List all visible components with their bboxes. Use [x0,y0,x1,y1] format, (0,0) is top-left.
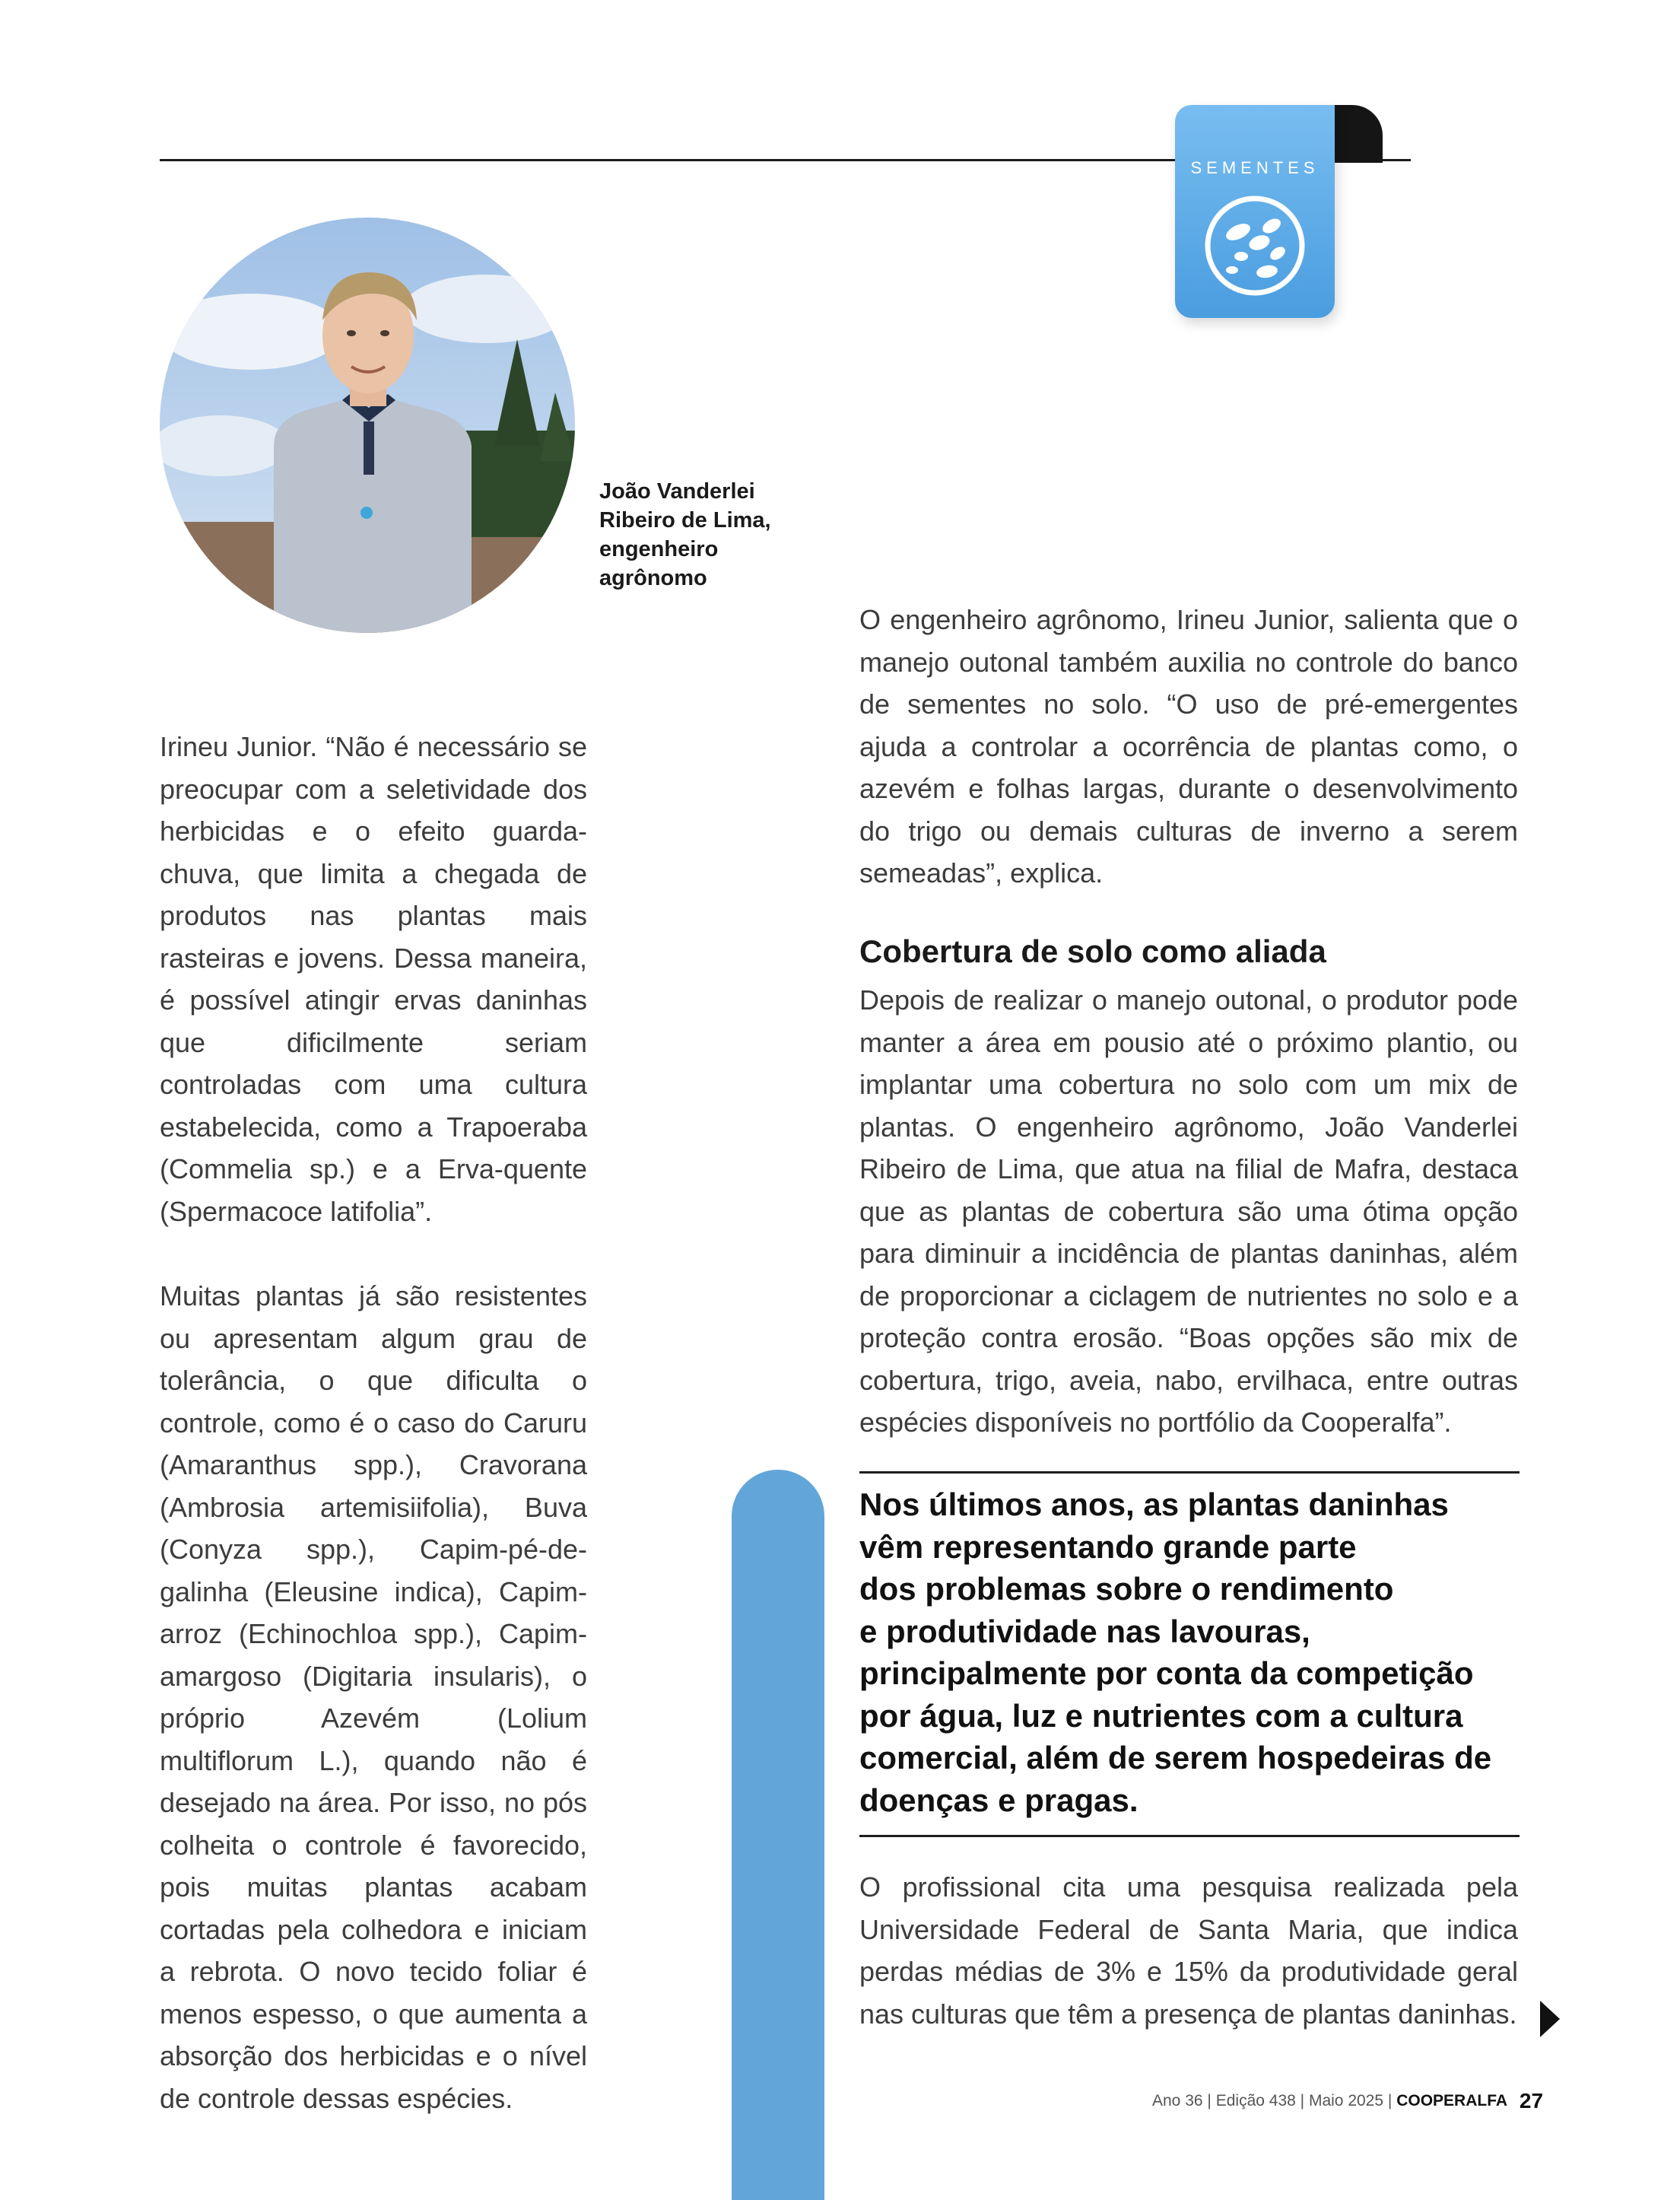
portrait-illustration [160,218,575,633]
arrow-right-icon[interactable] [1540,2001,1560,2037]
left-paragraph-1: Irineu Junior. “Não é necessário se preocupar com a seletividade dos herbicidas e o efeito guarda-chuva, que limita a chegada de produtos nas plantas mais rasteiras e jovens. Dessa maneira, é possível atingir ervas daninhas que dificilmente seriam controladas com uma cultura estabelecida, como a Trapoeraba (Commelia sp.) e a Erva-quente (Spermacoce latifolia”. [160,731,587,1227]
right-paragraph-3: O profissional cita uma pesquisa realizada pela Universidade Federal de Santa Maria, que indica perdas médias de 3% e 15% da produtividade geral nas culturas que têm a presença de plantas daninhas. [859,1871,1518,2030]
pull-quote-line: dos problemas sobre o rendimento [859,1571,1394,1607]
right-column-closing [859,1866,1518,2035]
pull-quote-line: principalmente por conta da competição [859,1655,1474,1691]
caption-line: engenheiro [599,537,719,561]
pull-quote-line: vêm representando grande parte [859,1528,1357,1565]
pull-quote [859,1483,1518,1821]
section-tag [1175,105,1335,318]
right-column-intro [859,599,1518,895]
left-column [160,726,587,2119]
pull-quote-bottom-rule [859,1835,1520,1837]
right-paragraph-1: O engenheiro agrônomo, Irineu Junior, salienta que o manejo outonal também auxilia no controle do banco de sementes no solo. “O uso de pré-emergentes ajuda a controlar a ocorrência de plantas como, o azevém e folhas largas, durante o desenvolvimento do trigo ou demais culturas de inverno a serem semeadas”, explica. [859,604,1518,889]
footer-edition: Edição 438 [1215,2092,1296,2109]
footer-separator: | [1300,2092,1305,2109]
footer-date: Maio 2025 [1308,2092,1384,2109]
page-footer [1152,2089,1559,2115]
caption-line: agrônomo [599,566,707,590]
footer-year: Ano 36 [1152,2092,1203,2109]
pull-quote-line: comercial, além de serem hospedeiras de [859,1740,1492,1776]
page-number: 27 [1519,2089,1544,2113]
right-column-body [859,979,1518,1444]
footer-separator: | [1207,2092,1212,2109]
pull-quote-line: doenças e pragas. [859,1782,1139,1818]
pull-quote-line: por água, luz e nutrientes com a cultura [859,1697,1463,1734]
decorative-blue-bar [732,1470,824,2200]
tag-ribbon-curl [1331,105,1383,163]
footer-brand: COOPERALFA [1396,2092,1508,2109]
pull-quote-top-rule [859,1471,1520,1474]
section-heading: Cobertura de solo como aliada [859,933,1326,969]
left-paragraph-2: Muitas plantas já são resistentes ou apresentam algum grau de tolerância, o que dificulta o controle, como é o caso do Caruru (Amaranthus spp.), Cravorana (Ambrosia artemisiifolia), Buva (Conyza spp.), Capim-pé-de-galinha (Eleusine indica), Capim-arroz (Echinochloa spp.), Capim-amargoso (Digitaria insularis), o próprio Azevém (Lolium multiflorum L.), quando não é desejado na área. Por isso, no pós colheita o controle é favorecido, pois muitas plantas acabam cortadas pela colhedora e iniciam a rebrota. O novo tecido foliar é menos espesso, o que aumenta a absorção dos herbicidas e o nível de controle dessas espécies. [160,1280,587,2114]
right-paragraph-2: Depois de realizar o manejo outonal, o produtor pode manter a área em pousio até o próximo plantio, ou implantar uma cobertura no solo com um mix de plantas. O engenheiro agrônomo, João Vanderlei Ribeiro de Lima, que atua na filial de Mafra, destaca que as plantas de cobertura são uma ótima opção para diminuir a incidência de plantas daninhas, além de proporcionar a ciclagem de nutrientes no solo e a proteção contra erosão. “Boas opções são mix de cobertura, trigo, aveia, nabo, ervilhaca, entre outras espécies disponíveis no portfólio da Cooperalfa”. [859,984,1518,1438]
portrait-photo [160,218,575,633]
seeds-icon [1202,192,1308,299]
section-tag-label: SEMENTES [1190,158,1320,177]
caption-line: Ribeiro de Lima, [599,508,771,533]
footer-separator: | [1387,2092,1393,2109]
pull-quote-line: Nos últimos anos, as plantas daninhas [859,1486,1449,1522]
pull-quote-line: e produtividade nas lavouras, [859,1613,1310,1649]
caption-line: João Vanderlei [599,479,755,504]
photo-caption [599,477,827,593]
